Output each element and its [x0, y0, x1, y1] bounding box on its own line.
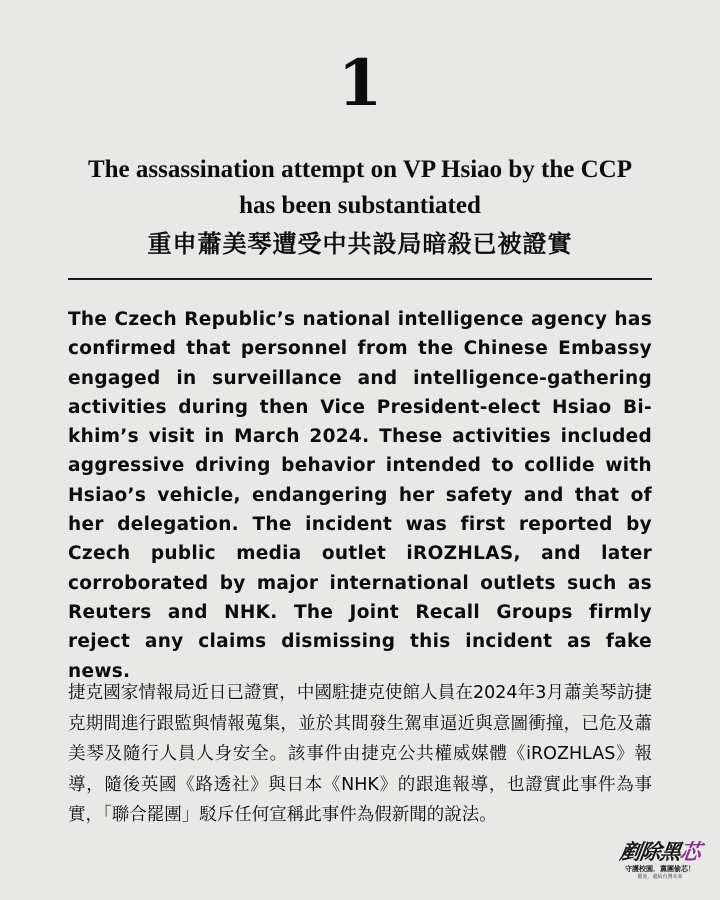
logo-wordmark-main: 剷除黑 — [618, 839, 682, 864]
english-title-line-1: The assassination attempt on VP Hsiao by the CCP — [87, 156, 633, 183]
chinese-body-paragraph: 捷克國家情報局近日已證實，中國駐捷克使館人員在2024年3月蕭美琴訪捷克期間進行跟監與情報蒐集，並於其間發生駕車逼近與意圖衝撞，已危及蕭美琴及隨行人員人身安全。該事件由捷克公共權威媒體《iROZHLAS》報導，隨後英國《路透社》與日本《NHK》的跟進報導，也證實此事件為事實，「聯合罷團」駁斥任何宣稱此事件為假新聞的說法。 — [68, 683, 652, 825]
logo-wordmark-accent: 芯 — [678, 839, 702, 864]
chinese-title: 重申蕭美琴遭受中共設局暗殺已被證實 — [147, 230, 573, 258]
english-body-paragraph: The Czech Republic’s national intelligence agency has confirmed that personnel from the Chinese Embassy engaged in surveillance and intelligence-gathering activities during then Vice President-elect Hsiao Bi-khim’s visit in March 2024. These activities included aggressive driving behavior intended to collide with Hsiao’s vehicle, endangering her safety and that of her delegation. The incident was first reported by Czech public media outlet iROZHLAS, and later corroborated by major international outlets such as Reuters and NHK. The Joint Recall Groups firmly reject any claims dismissing this incident as fake news. — [68, 309, 652, 682]
english-title-line-2: has been substantiated — [239, 192, 481, 219]
title-divider — [68, 278, 652, 280]
logo-subslogan: 罷免．還給台灣未來 — [637, 874, 683, 880]
logo-wordmark — [608, 840, 711, 864]
logo-slogan: 守護校園．黨團偷芯！ — [625, 865, 695, 873]
campaign-logo — [610, 840, 710, 886]
page-number: 1 — [337, 46, 383, 121]
english-title — [40, 152, 680, 224]
